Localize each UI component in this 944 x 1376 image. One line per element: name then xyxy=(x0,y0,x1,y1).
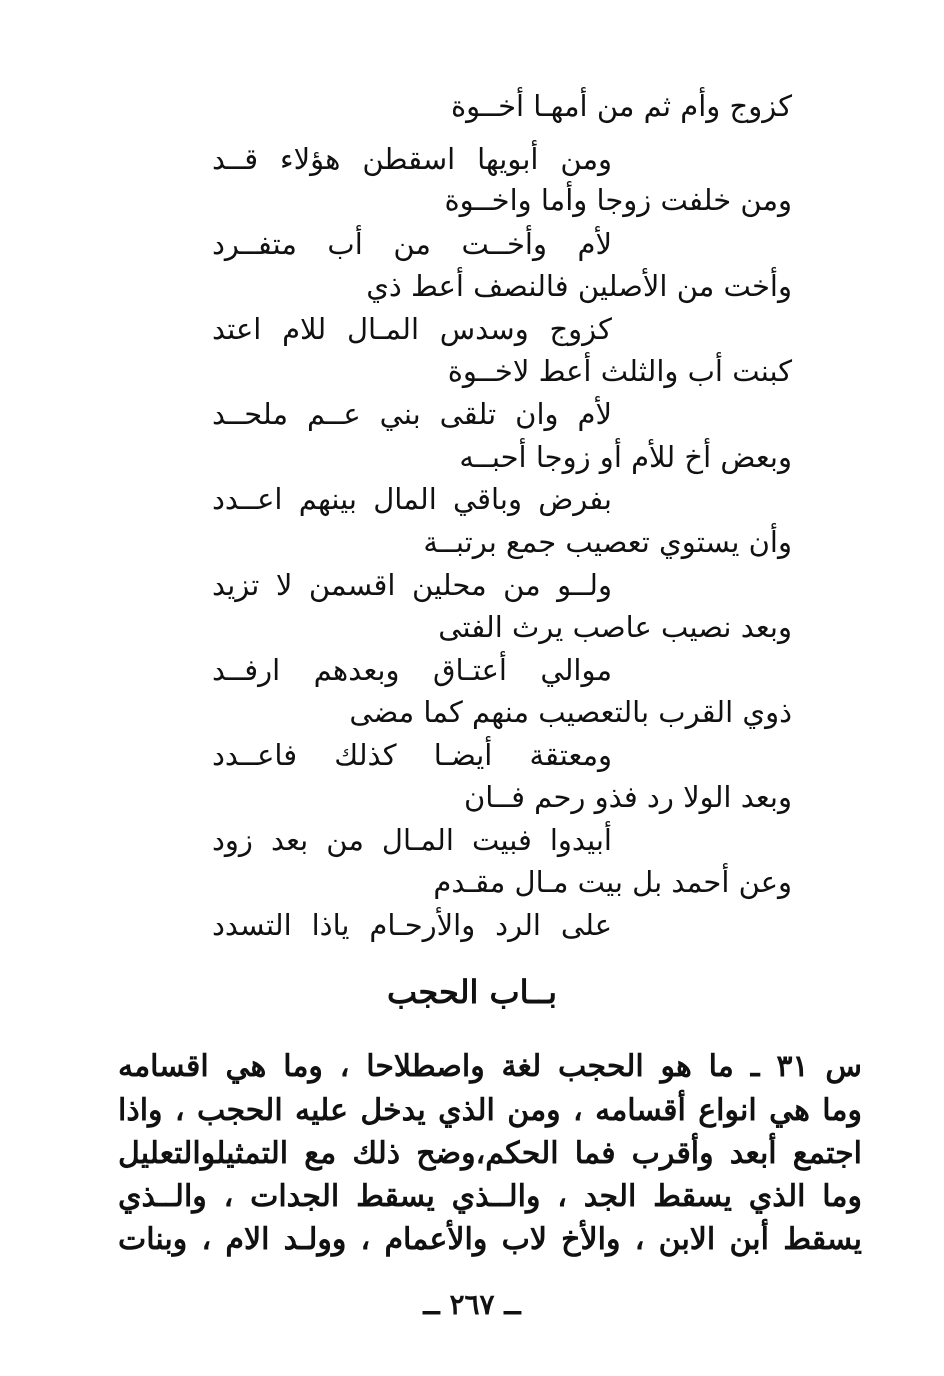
poem-line: وبعد الولا رد فذو رحم فــان xyxy=(463,780,792,814)
poem-line: ومعتقة أيضـا كذلك فاعــدد xyxy=(212,738,612,772)
poem-line: وأن يستوي تعصيب جمع برتبــة xyxy=(423,525,792,559)
poem-line: لأم وان تلقى بني عــم ملحــد xyxy=(212,397,612,431)
poem-line: كزوج وسدس المـال للام اعتد xyxy=(212,312,612,346)
poem-line: وبعض أخ للأم أو زوجا أحبــه xyxy=(459,440,792,474)
page-number: ــ ٢٦٧ ــ xyxy=(423,1288,521,1321)
poem-line: أبيدوا فبيت المـال من بعد زود xyxy=(212,823,612,857)
question-line: س ٣١ ـ ما هو الحجب لغة واصطلاحا ، وما هي اقسامه xyxy=(118,1049,862,1084)
poem-line: موالي أعتـاق وبعدهم ارفــد xyxy=(212,653,612,687)
question-line: وما هي انواع أقسامه ، ومن الذي يدخل عليه الحجب ، واذا xyxy=(118,1093,862,1128)
poem-line: بفرض وباقي المال بينهم اعــدد xyxy=(212,482,612,516)
poem-line: وبعد نصيب عاصب يرث الفتى xyxy=(438,610,792,644)
poem-line: كبنت أب والثلث أعط لاخــوة xyxy=(447,354,792,388)
poem-line: وأخت من الأصلين فالنصف أعط ذي xyxy=(366,269,792,303)
poem-line: كزوج وأم ثم من أمهـا أخــوة xyxy=(450,89,792,123)
poem-line: ومن أبويها اسقطن هؤلاء قــد xyxy=(212,142,612,176)
poem-line: ومن خلفت زوجا وأما واخــوة xyxy=(444,183,792,217)
poem-line: ولــو من محلين اقسمن لا تزيد xyxy=(212,568,612,602)
poem-line: وعن أحمد بل بيت مـال مقـدم xyxy=(433,865,792,899)
question-line: اجتمع أبعد وأقرب فما الحكم،وضح ذلك مع التمثيلوالتعليل xyxy=(118,1136,862,1171)
poem-line: على الرد والأرحـام ياذا التسدد xyxy=(212,908,612,942)
section-title: بــاب الحجب xyxy=(386,973,558,1011)
poem-line: ذوي القرب بالتعصيب منهم كما مضى xyxy=(349,695,792,729)
question-line: يسقط أبن الابن ، والأخ لاب والأعمام ، وولـد الام ، وبنات xyxy=(118,1222,862,1257)
poem-line: لأم وأخــت من أب متفــرد xyxy=(212,227,612,261)
question-line: وما الذي يسقط الجد ، والــذي يسقط الجدات ، والــذي xyxy=(118,1179,862,1214)
